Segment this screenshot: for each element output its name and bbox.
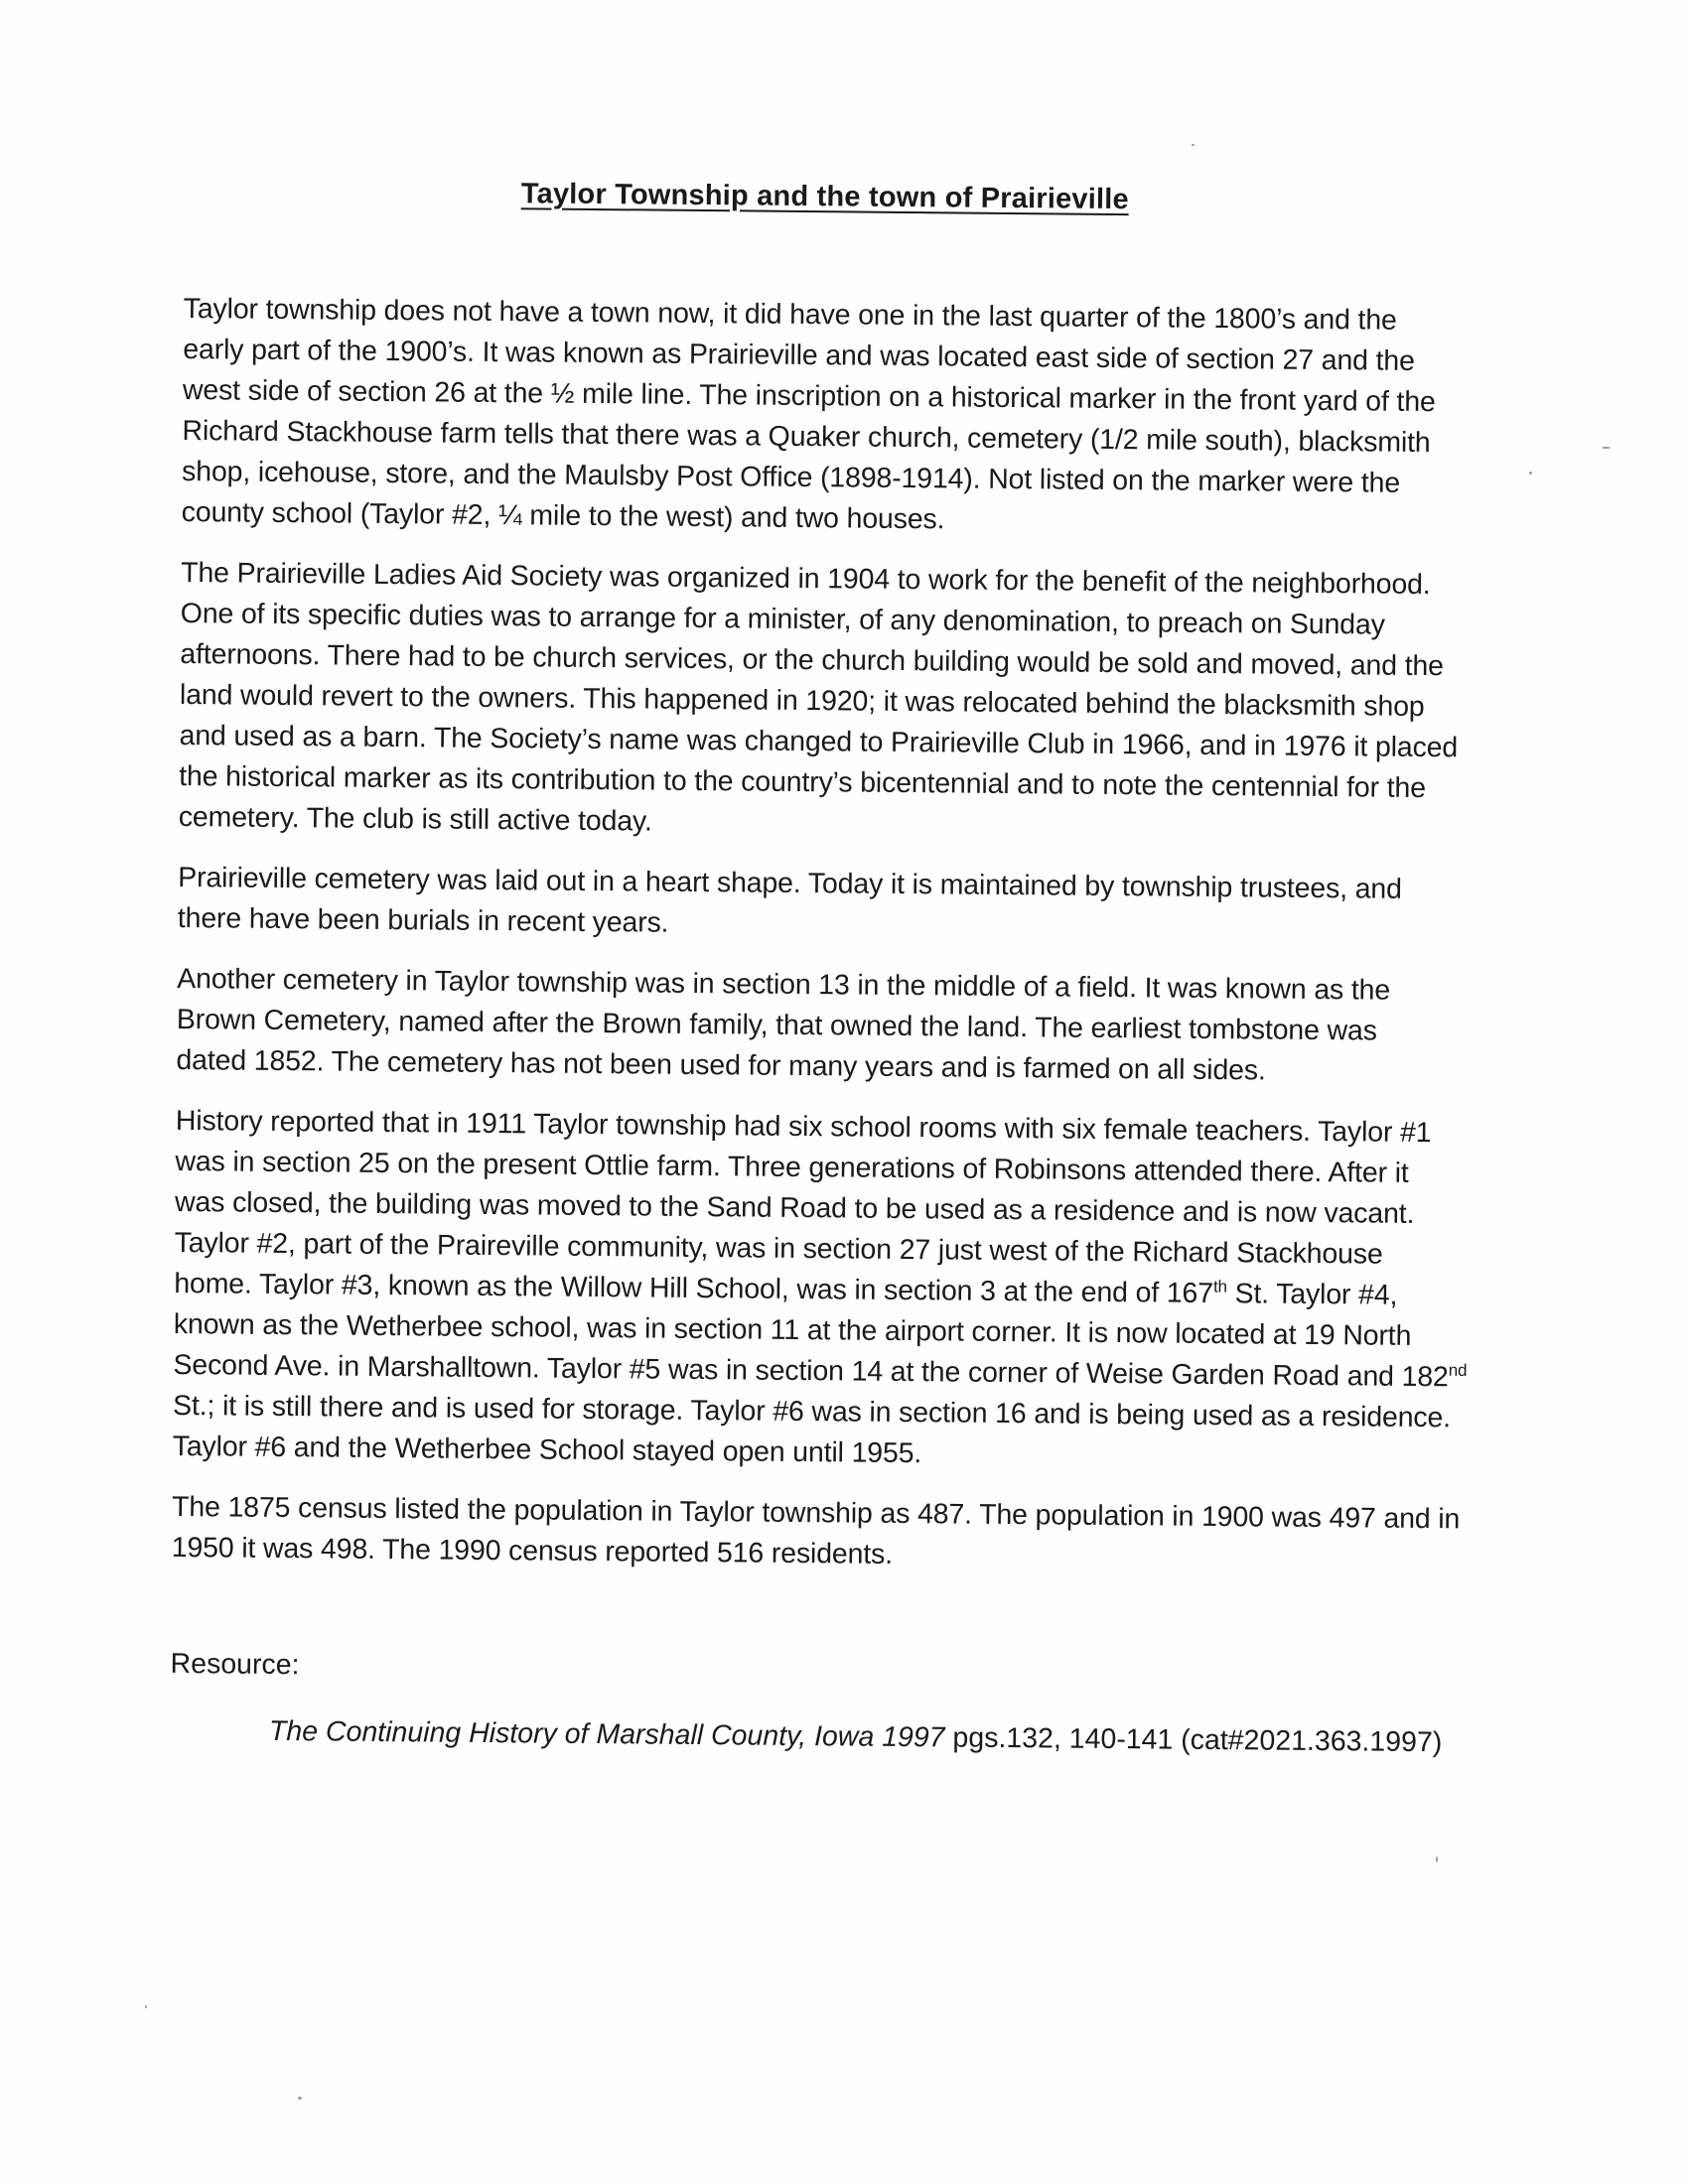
text-line: dated 1852. The cemetery has not been used for many years and is farmed on all sides. [176, 1043, 1266, 1087]
text-line: county school (Taylor #2, ¼ mile to the west) and two houses. [181, 495, 945, 536]
ordinal-suffix: nd [1448, 1360, 1468, 1380]
paragraph-brown-cemetery [176, 959, 1458, 1093]
paragraph-schools [172, 1101, 1468, 1479]
text-line: Taylor #6 and the Wetherbee School stayed open until 1955. [172, 1430, 922, 1470]
text-line: One of its specific duties was to arrange for a minister, of any denomination, to preach on Sunday [180, 597, 1385, 641]
text-line: History reported that in 1911 Taylor township had six school rooms with six female teachers. Taylor #1 [175, 1104, 1432, 1150]
document-body [170, 175, 1466, 1763]
text-line: west side of section 26 at the ½ mile line. The inscription on a historical marker in the front yard of the [182, 373, 1436, 419]
paragraph-prairieville-town [182, 289, 1465, 545]
scan-speck [1436, 1856, 1438, 1862]
document-title: Taylor Township and the town of Prairieville [520, 178, 1129, 216]
text-segment: Second Ave. in Marshalltown. Taylor #5 was in section 14 at the corner of Weise Garden Road and 182 [173, 1348, 1449, 1394]
text-line: The Prairieville Ladies Aid Society was organized in 1904 to work for the benefit of the neighborhood. [180, 556, 1431, 602]
text-line: afternoons. There had to be church services, or the church building would be sold and moved, and the [180, 637, 1444, 683]
scan-speck [1529, 472, 1532, 475]
scan-speck [298, 2097, 302, 2100]
ordinal-suffix: th [1212, 1277, 1227, 1297]
text-line: there have been burials in recent years. [177, 901, 669, 939]
text-line: 1950 it was 498. The 1990 census reported 516 residents. [171, 1531, 894, 1570]
text-line: cemetery. The club is still active today. [178, 800, 652, 838]
text-line: Taylor #2, part of the Praireville community, was in section 27 just west of the Richard Stackhouse [174, 1226, 1383, 1271]
scan-speck [1192, 144, 1195, 146]
paragraph-prairieville-cemetery [178, 858, 1460, 951]
text-line: and used as a barn. The Society’s name was changed to Prairieville Club in 1966, and in 1976 it placed [179, 719, 1459, 764]
text-line: the historical marker as its contribution to the country’s bicentennial and to note the centennial for the [179, 759, 1427, 805]
scan-speck [145, 2005, 147, 2008]
text-line: Brown Cemetery, named after the Brown family, that owned the land. The earliest tombstone was [176, 1003, 1377, 1047]
text-line: St.; it is still there and is used for storage. Taylor #6 was in section 16 and is being used as a residence. [172, 1389, 1452, 1434]
text-line: early part of the 1900’s. It was known as Prairieville and was located east side of section 27 and the [183, 333, 1415, 377]
citation-book-title: The Continuing History of Marshall County, Iowa 1997 [268, 1714, 945, 1754]
scan-speck [1602, 447, 1611, 449]
text-line: Taylor township does not have a town now, it did have one in the last quarter of the 1800’s and the [183, 292, 1397, 337]
text-line: shop, icehouse, store, and the Maulsby Post Office (1898-1914). Not listed on the marker were the [181, 455, 1401, 499]
text-line: was in section 25 on the present Ottlie farm. Three generations of Robinsons attended there. After it [175, 1145, 1409, 1189]
text-segment: St. Taylor #4, [1226, 1278, 1398, 1311]
text-line: Another cemetery in Taylor township was in section 13 in the middle of a field. It was known as the [177, 962, 1391, 1007]
text-segment: home. Taylor #3, known as the Willow Hill School, was in section 3 at the end of 167 [174, 1267, 1214, 1309]
citation-details: pgs.132, 140-141 (cat#2021.363.1997) [944, 1721, 1443, 1759]
text-line: Prairieville cemetery was laid out in a heart shape. Today it is maintained by township trustees, and [178, 861, 1402, 905]
paragraph-census [171, 1487, 1461, 1580]
text-line: land would revert to the owners. This happened in 1920; it was relocated behind the blacksmith shop [179, 678, 1425, 724]
text-line: was closed, the building was moved to the Sand Road to be used as a residence and is now vacant. [174, 1185, 1415, 1230]
text-line: Richard Stackhouse farm tells that there was a Quaker church, cemetery (1/2 mile south), blacksmith [182, 414, 1431, 460]
resource-label: Resource: [170, 1647, 300, 1682]
text-line: known as the Wetherbee school, was in section 11 at the airport corner. It is now located at 19 North [173, 1307, 1412, 1352]
citation [170, 1710, 1451, 1763]
paragraph-ladies-aid-society [179, 553, 1463, 850]
text-line: The 1875 census listed the population in Taylor township as 487. The population in 1900 was 497 and in [171, 1490, 1461, 1536]
